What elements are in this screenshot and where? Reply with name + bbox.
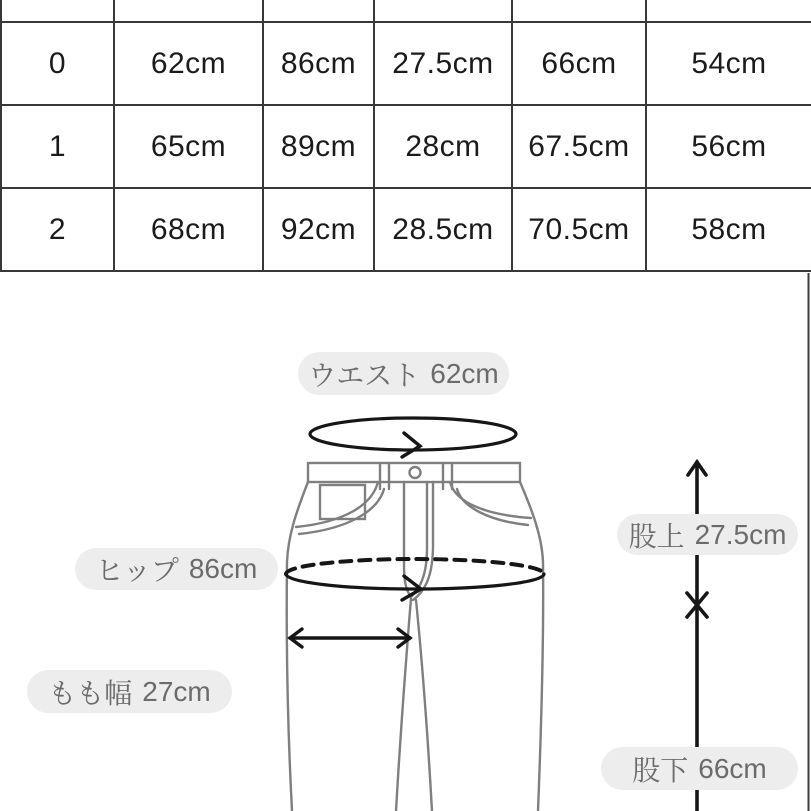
thigh-width-arrow [290,629,410,647]
left-pocket [296,482,384,534]
rise-cell: 27.5cm [374,22,512,105]
waist-cell: 65cm [114,105,263,188]
fly-stitch [404,482,433,600]
rise-label-pill [617,514,798,555]
waist-value: 62cm [430,357,499,389]
thigh-value: 27cm [142,675,211,707]
rise-cell: 28.5cm [374,188,512,271]
size-cell: 1 [1,105,114,188]
inseam-label-pill [601,747,798,790]
inseam-cell: 70.5cm [512,188,646,271]
rise-value: 27.5cm [694,518,787,550]
size-cell: 2 [1,188,114,271]
hip-ellipse [286,559,544,600]
inseam-cell: 67.5cm [512,105,646,188]
right-pocket [450,482,531,525]
left-outer-seam [287,482,308,811]
right-inner-seam [416,600,432,811]
inseam-value: 66cm [698,752,767,784]
hip-label-pill [75,548,278,590]
waistband [308,463,520,482]
size-cell: 0 [1,22,114,105]
waist-label-pill [298,352,509,395]
waist-ellipse [310,418,516,457]
hip-cell: 92cm [263,188,374,271]
waist-cell: 68cm [114,188,263,271]
waist-label: ウエスト [308,359,421,391]
thigh-label-pill [27,670,232,713]
rise-label: 股上 [628,520,685,552]
hip-value: 86cm [188,553,258,584]
hem-cell: 54cm [646,22,811,105]
hem-cell: 56cm [646,105,811,188]
inseam-cell: 66cm [512,22,646,105]
thigh-label: もも幅 [48,677,133,709]
waist-arrow-icon [402,433,420,457]
hip-cell: 86cm [263,22,374,105]
hem-cell: 58cm [646,188,811,271]
waist-cell: 62cm [114,22,263,105]
hip-label: ヒップ [95,555,179,586]
waist-button [410,467,421,478]
inseam-label: 股下 [632,754,689,786]
right-outer-seam [520,482,543,811]
hip-cell: 89cm [263,105,374,188]
rise-cell: 28cm [374,105,512,188]
